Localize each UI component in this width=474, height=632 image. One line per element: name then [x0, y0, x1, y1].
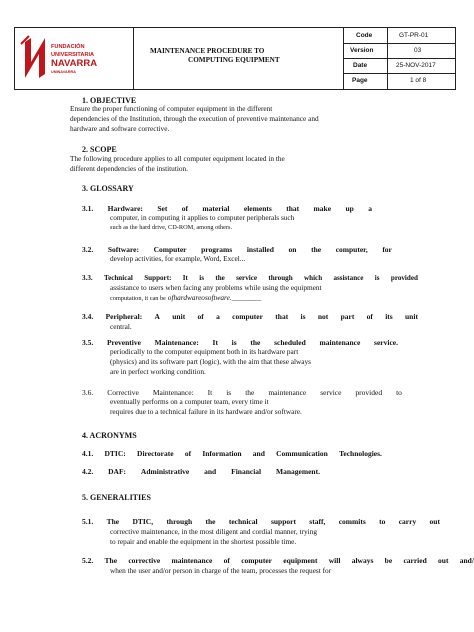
item-number: 5.2.	[82, 556, 94, 565]
document-title-line2: COMPUTING EQUIPMENT	[188, 56, 280, 64]
glossary-item-corrective-term	[82, 388, 402, 397]
term-word: Management.	[276, 467, 320, 476]
document-title	[150, 47, 310, 65]
term-word: The	[106, 517, 120, 526]
meta-version-label: Version	[350, 47, 374, 54]
generalities-item-5-2	[82, 556, 474, 565]
term-word: Communication	[276, 449, 328, 458]
meta-version-value: 03	[414, 47, 422, 54]
desc-line: when the user and/or person in charge of the team, processes the request for	[110, 566, 332, 575]
term-word: Hardware:	[107, 204, 143, 213]
term-word: maintenance	[171, 556, 213, 565]
term-word: not	[317, 312, 329, 321]
item-number: 4.1.	[82, 449, 94, 458]
desc-line: eventually performs on a computer team, every time it	[110, 397, 269, 406]
document-title-line1: MAINTENANCE PROCEDURE TO	[150, 47, 265, 55]
term-word: Set	[157, 204, 168, 213]
desc-line: computation, it can be	[110, 295, 166, 303]
meta-date-label: Date	[353, 62, 368, 69]
term-word: and	[252, 449, 265, 458]
term-word: Maintenance:	[154, 338, 199, 347]
term-word: out	[438, 556, 449, 565]
generalities-item-5-2-desc	[110, 566, 331, 576]
section-objective-heading: 1. OBJECTIVE	[82, 96, 137, 105]
generalities-item-5-1-desc	[110, 527, 317, 547]
term-word: Software:	[107, 245, 139, 254]
meta-date-value: 25-NOV-2017	[396, 62, 436, 69]
term-word: the	[245, 388, 255, 397]
term-word: Technologies.	[339, 449, 382, 458]
term-word: Corrective	[107, 388, 139, 397]
item-number: 3.2.	[82, 245, 94, 254]
term-word: maintenance	[319, 338, 361, 347]
term-word: corrective	[128, 556, 161, 565]
term-word: that	[275, 312, 289, 321]
term-word: through	[166, 517, 193, 526]
scope-paragraph	[70, 154, 285, 174]
term-word: material	[202, 204, 230, 213]
term-word: the	[311, 245, 322, 254]
term-word: of	[181, 204, 188, 213]
term-word: is	[231, 338, 237, 347]
term-word: carry	[398, 517, 417, 526]
scope-line: The following procedure applies to all computer equipment located in the	[70, 154, 285, 163]
glossary-item-hardware-term	[82, 204, 372, 213]
term-word: It	[182, 274, 188, 282]
logo-line3: NAVARRA	[51, 58, 98, 70]
desc-line: central.	[110, 322, 132, 331]
term-word: unit	[405, 312, 418, 321]
term-word: provided	[390, 274, 418, 282]
term-word: support	[270, 517, 296, 526]
term-word: Financial	[231, 467, 262, 476]
glossary-item-support-desc	[110, 283, 322, 304]
term-word: service	[236, 274, 258, 282]
objective-line: Ensure the proper functioning of computer equipment in the different	[70, 104, 273, 113]
term-word: staff,	[309, 517, 326, 526]
term-word: programs	[201, 245, 233, 254]
term-word: It	[212, 338, 218, 347]
desc-line: are in perfect working condition.	[110, 367, 206, 377]
logo-line2: UNIVERSITARIA	[51, 52, 95, 59]
term-word: Maintenance:	[152, 388, 194, 397]
glossary-item-corrective-desc	[110, 397, 302, 417]
term-word: always	[351, 556, 374, 565]
term-word: of	[223, 556, 230, 565]
term-word: part	[340, 312, 355, 321]
term-word: computer	[241, 556, 273, 565]
meta-code-value: GT-PR-01	[399, 32, 429, 39]
term-word: and/	[459, 556, 474, 565]
glossary-item-support-term	[82, 274, 418, 282]
logo-line1: FUNDACIÓN	[51, 44, 85, 50]
term-word: its	[385, 312, 393, 321]
term-word: up	[345, 204, 354, 213]
term-word: Computer	[153, 245, 187, 254]
university-logo	[19, 34, 115, 84]
term-word: the	[205, 517, 216, 526]
term-word: Preventive	[106, 338, 141, 347]
term-word: elements	[243, 204, 272, 213]
section-generalities-heading: 5. GENERALITIES	[82, 493, 151, 502]
acronym-item-daf	[82, 467, 320, 476]
scope-line: different dependencies of the institution.	[70, 164, 189, 174]
desc-blank: ________	[231, 293, 261, 303]
term-word: Directorate	[137, 449, 174, 458]
term-word: Administrative	[140, 467, 190, 476]
desc-line: corrective maintenance, in the most diligent and cordial manner, trying	[110, 527, 317, 536]
term-word: carried	[403, 556, 427, 565]
term-word: of	[197, 312, 204, 321]
item-number: 4.2.	[82, 467, 94, 476]
term-word: It	[207, 388, 213, 397]
desc-line: computer, in computing it applies to computer peripherals such	[110, 213, 295, 222]
glossary-item-software-term	[82, 245, 392, 254]
item-number: 3.3.	[82, 274, 93, 282]
term-word: be	[384, 556, 393, 565]
desc-line: requires due to a technical failure in its hardware and/or software.	[110, 407, 302, 417]
glossary-item-preventive-desc	[110, 347, 311, 378]
glossary-item-peripheral-term	[82, 312, 418, 321]
term-word: commits	[338, 517, 366, 526]
item-number: 3.5.	[82, 338, 94, 347]
term-word: computer,	[335, 245, 368, 254]
objective-paragraph	[70, 104, 319, 135]
term-word: scheduled	[274, 338, 306, 347]
term-word: technical	[228, 517, 258, 526]
objective-line: hardware and software corrective.	[70, 124, 170, 134]
navarra-n-icon	[19, 34, 53, 80]
desc-line: (physics) and its software part (logic), with the aim that these always	[110, 357, 312, 367]
term-word: and	[204, 467, 217, 476]
term-word: installed	[246, 245, 274, 254]
term-word: of	[184, 449, 192, 458]
term-word: maintenance	[268, 388, 307, 397]
term-word: computer	[232, 312, 263, 321]
item-number: 3.4.	[82, 312, 94, 321]
meta-page-label: Page	[352, 77, 368, 84]
item-number: 5.1.	[82, 517, 94, 526]
term-word: provided	[355, 388, 383, 397]
term-word: equipment	[283, 556, 318, 565]
term-word: DAF:	[108, 467, 127, 476]
term-word: will	[328, 556, 341, 565]
term-word: is	[300, 312, 306, 321]
term-word: assistance	[333, 274, 364, 282]
term-word: that	[286, 204, 300, 213]
term-word: Technical	[103, 274, 133, 282]
generalities-item-5-1	[82, 517, 440, 526]
logo-line4: UNINAVARRA	[51, 70, 76, 75]
term-word: which	[304, 274, 323, 282]
section-glossary-heading: 3. GLOSSARY	[82, 184, 134, 193]
term-word: the	[215, 274, 225, 282]
term-word: unit	[172, 312, 186, 321]
term-word: is	[374, 274, 380, 282]
glossary-item-hardware-desc	[110, 213, 294, 233]
term-word: the	[250, 338, 261, 347]
glossary-item-peripheral-desc	[110, 322, 132, 332]
term-word: Peripheral:	[105, 312, 143, 321]
item-number: 3.6.	[82, 388, 94, 397]
term-word: service	[320, 388, 342, 397]
objective-line: dependencies of the Institution, through the execution of preventive maintenance and	[70, 114, 319, 124]
desc-line: such as the hard drive, CD-ROM, among others.	[110, 224, 233, 232]
section-scope-heading: 2. SCOPE	[82, 145, 117, 154]
term-word: A	[154, 312, 160, 321]
term-word: The	[104, 556, 118, 565]
term-word: to	[396, 388, 402, 397]
acronym-item-dtic	[82, 449, 382, 458]
term-word: of	[366, 312, 373, 321]
term-word: service.	[374, 338, 398, 347]
term-word: to	[379, 517, 386, 526]
term-word: is	[199, 274, 204, 282]
term-word: DTIC:	[104, 449, 126, 458]
term-word: on	[288, 245, 297, 254]
term-word: Support:	[144, 274, 172, 282]
term-word: a	[368, 204, 372, 213]
term-word: out	[429, 517, 440, 526]
term-word: Information	[202, 449, 242, 458]
section-acronyms-heading: 4. ACRONYMS	[82, 431, 137, 440]
desc-line: develop activities, for example, Word, Excel...	[110, 254, 246, 263]
term-word: for	[382, 245, 392, 254]
desc-line: assistance to users when facing any problems while using the equipment	[110, 283, 322, 292]
desc-italic: ofhardwareosoftware.	[167, 293, 232, 303]
desc-line: to repair and enable the equipment in the shortest possible time.	[110, 537, 297, 547]
term-word: make	[313, 204, 332, 213]
meta-code-label: Code	[356, 32, 373, 39]
term-word: a	[216, 312, 220, 321]
item-number: 3.1.	[82, 204, 94, 213]
term-word: is	[226, 388, 232, 397]
glossary-item-preventive-term	[82, 338, 398, 347]
term-word: DTIC,	[132, 517, 154, 526]
term-word: through	[268, 274, 293, 282]
glossary-item-software-desc	[110, 254, 245, 264]
desc-line: periodically to the computer equipment both in its hardware part	[110, 347, 299, 356]
meta-page-value: 1 of 8	[410, 77, 427, 84]
